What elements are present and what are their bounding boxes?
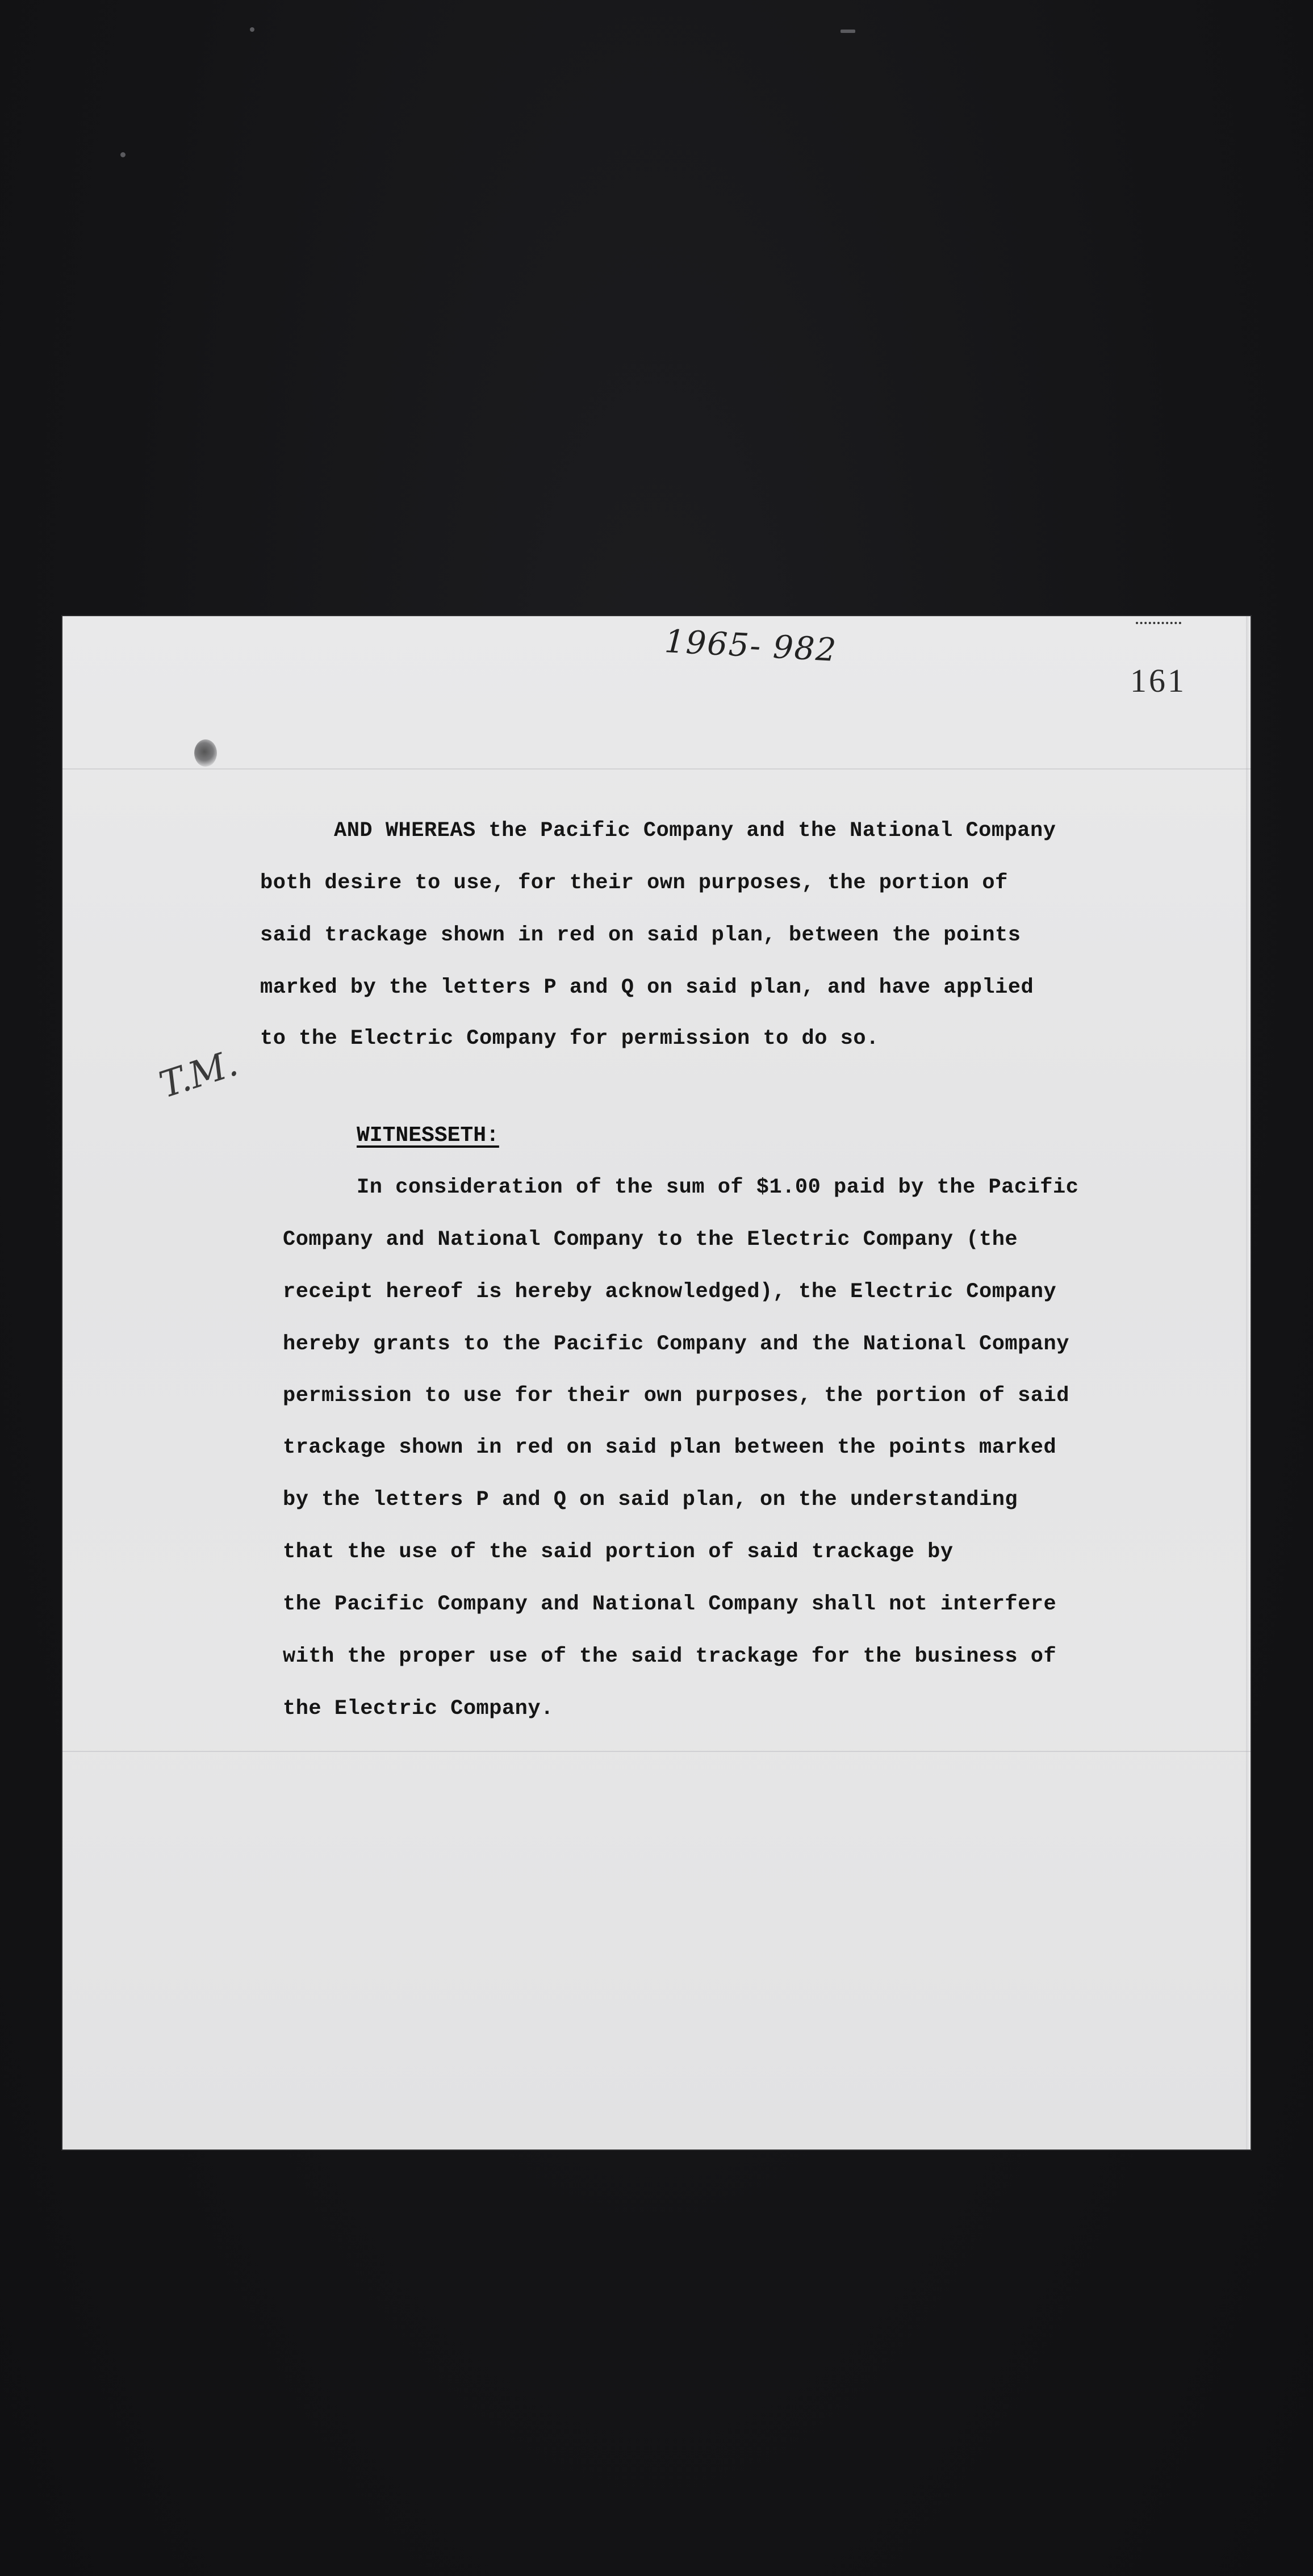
consideration-line-11: the Electric Company. xyxy=(283,1697,554,1721)
fold-line xyxy=(62,768,1251,770)
consideration-line-7: by the letters P and Q on said plan, on the understanding xyxy=(283,1488,1018,1512)
consideration-line-5: permission to use for their own purposes, the portion of said xyxy=(283,1384,1069,1408)
consideration-line-2: Company and National Company to the Electric Company (the xyxy=(283,1228,1018,1252)
whereas-line-3: said trackage shown in red on said plan, between the points xyxy=(260,923,1021,947)
consideration-line-8: that the use of the said portion of said trackage by xyxy=(283,1540,954,1564)
punch-hole xyxy=(194,739,217,767)
dust-speck xyxy=(250,27,254,32)
fold-line xyxy=(62,1751,1251,1752)
consideration-line-4: hereby grants to the Pacific Company and the National Company xyxy=(283,1332,1069,1356)
whereas-line-2: both desire to use, for their own purposes, the portion of xyxy=(260,871,1008,895)
page-number: 161 xyxy=(1130,662,1186,699)
witnesseth-heading: WITNESSETH: xyxy=(357,1123,499,1148)
handwritten-file-reference: 1965- 982 xyxy=(663,623,838,669)
whereas-line-5: to the Electric Company for permission to do so. xyxy=(260,1027,879,1051)
document-page xyxy=(62,616,1251,2150)
consideration-line-1: In consideration of the sum of $1.00 paid by the Pacific xyxy=(357,1176,1079,1199)
top-pencil-mark xyxy=(1136,622,1181,629)
dust-speck xyxy=(120,152,126,157)
whereas-line-1: AND WHEREAS the Pacific Company and the National Company xyxy=(334,819,1056,843)
consideration-line-9: the Pacific Company and National Company shall not interfere xyxy=(283,1592,1057,1616)
consideration-line-6: trackage shown in red on said plan between the points marked xyxy=(283,1436,1057,1460)
consideration-line-3: receipt hereof is hereby acknowledged), the Electric Company xyxy=(283,1280,1057,1304)
whereas-line-4: marked by the letters P and Q on said plan, and have applied xyxy=(260,976,1034,1000)
handwritten-initials: T.M. xyxy=(154,1042,243,1107)
page-edge xyxy=(1246,616,1251,2150)
dust-speck xyxy=(841,30,855,33)
consideration-line-10: with the proper use of the said trackage for the business of xyxy=(283,1645,1057,1668)
